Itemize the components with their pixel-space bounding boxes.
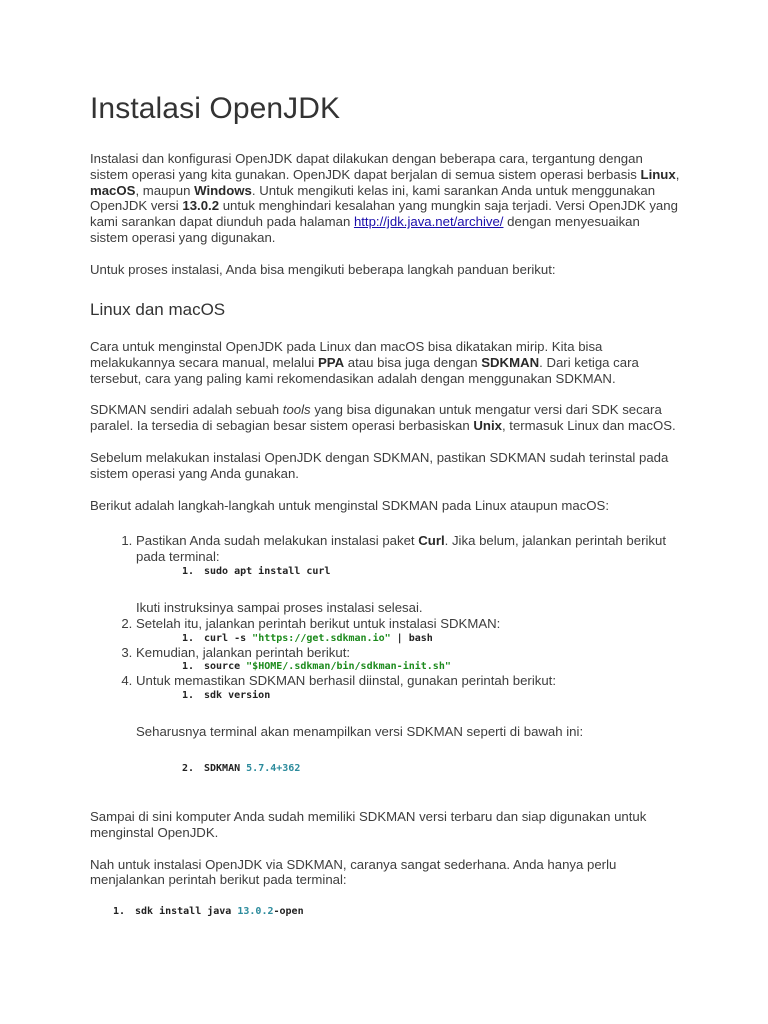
sdkman-steps-list	[90, 533, 680, 775]
code-string: "$HOME/.sdkman/bin/sdkman-init.sh"	[246, 661, 451, 673]
document-page	[90, 92, 680, 917]
code-listing	[136, 689, 680, 702]
step-item-1	[136, 533, 680, 615]
linux-p2-text-1: SDKMAN sendiri adalah sebuah	[90, 402, 283, 418]
code-line	[182, 632, 680, 645]
linux-paragraph-2	[90, 402, 680, 434]
ppa-bold: PPA	[317, 354, 345, 370]
step2-text: Setelah itu, jalankan perintah berikut untuk instalasi SDKMAN:	[136, 615, 501, 631]
code-text: curl -s	[204, 632, 253, 644]
intro-sep-2: , maupun	[135, 182, 195, 198]
linux-paragraph-1	[90, 339, 680, 386]
linux-p1-text-2: atau bisa juga dengan	[344, 354, 482, 370]
curl-bold: Curl	[418, 533, 445, 549]
tools-italic: tools	[282, 402, 311, 418]
step3-text: Kemudian, jalankan perintah berikut:	[136, 644, 351, 660]
code-text: sdk version	[204, 690, 271, 702]
code-listing	[136, 632, 680, 645]
code-string: "https://get.sdkman.io"	[252, 632, 391, 644]
linux-bold: Linux	[640, 166, 676, 182]
install-jdk-paragraph: Nah untuk instalasi OpenJDK via SDKMAN, caranya sangat sederhana. Anda hanya perlu menjalankan perintah berikut pada terminal:	[90, 856, 617, 888]
final-code-listing	[90, 906, 680, 917]
after-sdkman-paragraph: Sampai di sini komputer Anda sudah memiliki SDKMAN versi terbaru dan siap digunakan untuk menginstal OpenJDK.	[90, 808, 647, 840]
code-listing	[136, 565, 680, 578]
step-item-4	[136, 673, 680, 775]
code-text: sudo apt install curl	[204, 565, 331, 577]
intro-text-1: Instalasi dan konfigurasi OpenJDK dapat dilakukan dengan beberapa cara, tergantung dengan sistem operasi yang kita gunakan. OpenJDK dapat berjalan di semua sistem operasi berbasis	[90, 151, 643, 182]
code-text: SDKMAN	[204, 762, 247, 774]
intro-text-3: untuk menghindari kesalahan yang mungkin saja terjadi. Versi OpenJDK yang kami sarankan dapat diunduh pada halaman	[90, 198, 678, 230]
linux-paragraph-4: Berikut adalah langkah-langkah untuk menginstal SDKMAN pada Linux ataupun macOS:	[90, 497, 610, 513]
code-line-number: 1.	[113, 906, 126, 918]
macos-bold: macOS	[90, 182, 136, 198]
code-pipe: |	[390, 632, 409, 644]
steps-intro-paragraph: Untuk proses instalasi, Anda bisa mengikuti beberapa langkah panduan berikut:	[90, 261, 556, 277]
step1-note: Ikuti instruksinya sampai proses instalasi selesai.	[136, 599, 423, 615]
linux-p1-text-1: Cara untuk menginstal OpenJDK pada Linux dan macOS bisa dikatakan mirip. Kita bisa melakukannya secara manual, melalui	[90, 338, 603, 370]
code-value: 5.7.4+362	[246, 762, 301, 774]
linux-p2-text-3: , termasuk Linux dan macOS.	[501, 418, 676, 434]
intro-text-4: dengan menyesuaikan sistem operasi yang digunakan.	[90, 214, 640, 245]
code-line-number: 1.	[182, 632, 195, 644]
intro-sep-1: ,	[675, 166, 680, 182]
code-text: -open	[273, 906, 304, 918]
windows-bold: Windows	[194, 182, 252, 198]
code-listing	[136, 762, 680, 775]
step-item-2	[136, 616, 680, 645]
step4-text: Untuk memastikan SDKMAN berhasil diinstal, gunakan perintah berikut:	[136, 673, 557, 689]
unix-bold: Unix	[473, 418, 502, 434]
page-title: Instalasi OpenJDK	[90, 92, 341, 125]
code-line	[182, 762, 680, 775]
code-line	[182, 660, 680, 673]
code-line-number: 2.	[182, 762, 195, 774]
code-text: source	[204, 661, 247, 673]
code-value: 13.0.2	[237, 906, 274, 918]
linux-p1-text-3: . Dari ketiga cara tersebut, cara yang paling kami rekomendasikan adalah dengan menggunakan SDKMAN.	[90, 354, 639, 386]
intro-text-2: . Untuk mengikuti kelas ini, kami sarankan Anda untuk menggunakan OpenJDK versi	[90, 182, 656, 214]
code-line-number: 1.	[182, 690, 195, 702]
code-listing	[136, 660, 680, 673]
code-line	[182, 565, 680, 578]
step1-text-1: Pastikan Anda sudah melakukan instalasi paket	[136, 533, 419, 549]
code-line-number: 1.	[182, 661, 195, 673]
step4-note: Seharusnya terminal akan menampilkan versi SDKMAN seperti di bawah ini:	[136, 724, 584, 740]
code-text: sdk install java	[135, 906, 238, 918]
code-text: bash	[408, 632, 433, 644]
code-line	[182, 689, 680, 702]
step-item-3	[136, 645, 680, 674]
sdkman-bold: SDKMAN	[481, 354, 540, 370]
jdk-archive-link[interactable]: http://jdk.java.net/archive/	[353, 214, 504, 230]
intro-paragraph	[90, 151, 680, 246]
code-line-number: 1.	[182, 565, 195, 577]
linux-p2-text-2: yang bisa digunakan untuk mengatur versi dari SDK secara paralel. Ia tersedia di sebagian besar sistem operasi berbasiskan	[90, 402, 662, 434]
version-bold: 13.0.2	[182, 198, 220, 214]
linux-paragraph-3: Sebelum melakukan instalasi OpenJDK dengan SDKMAN, pastikan SDKMAN sudah terinstal pada sistem operasi yang Anda gunakan.	[90, 449, 669, 481]
section-heading-linux-macos: Linux dan macOS	[90, 299, 226, 319]
step1-text-2: . Jika belum, jalankan perintah berikut pada terminal:	[136, 533, 667, 565]
